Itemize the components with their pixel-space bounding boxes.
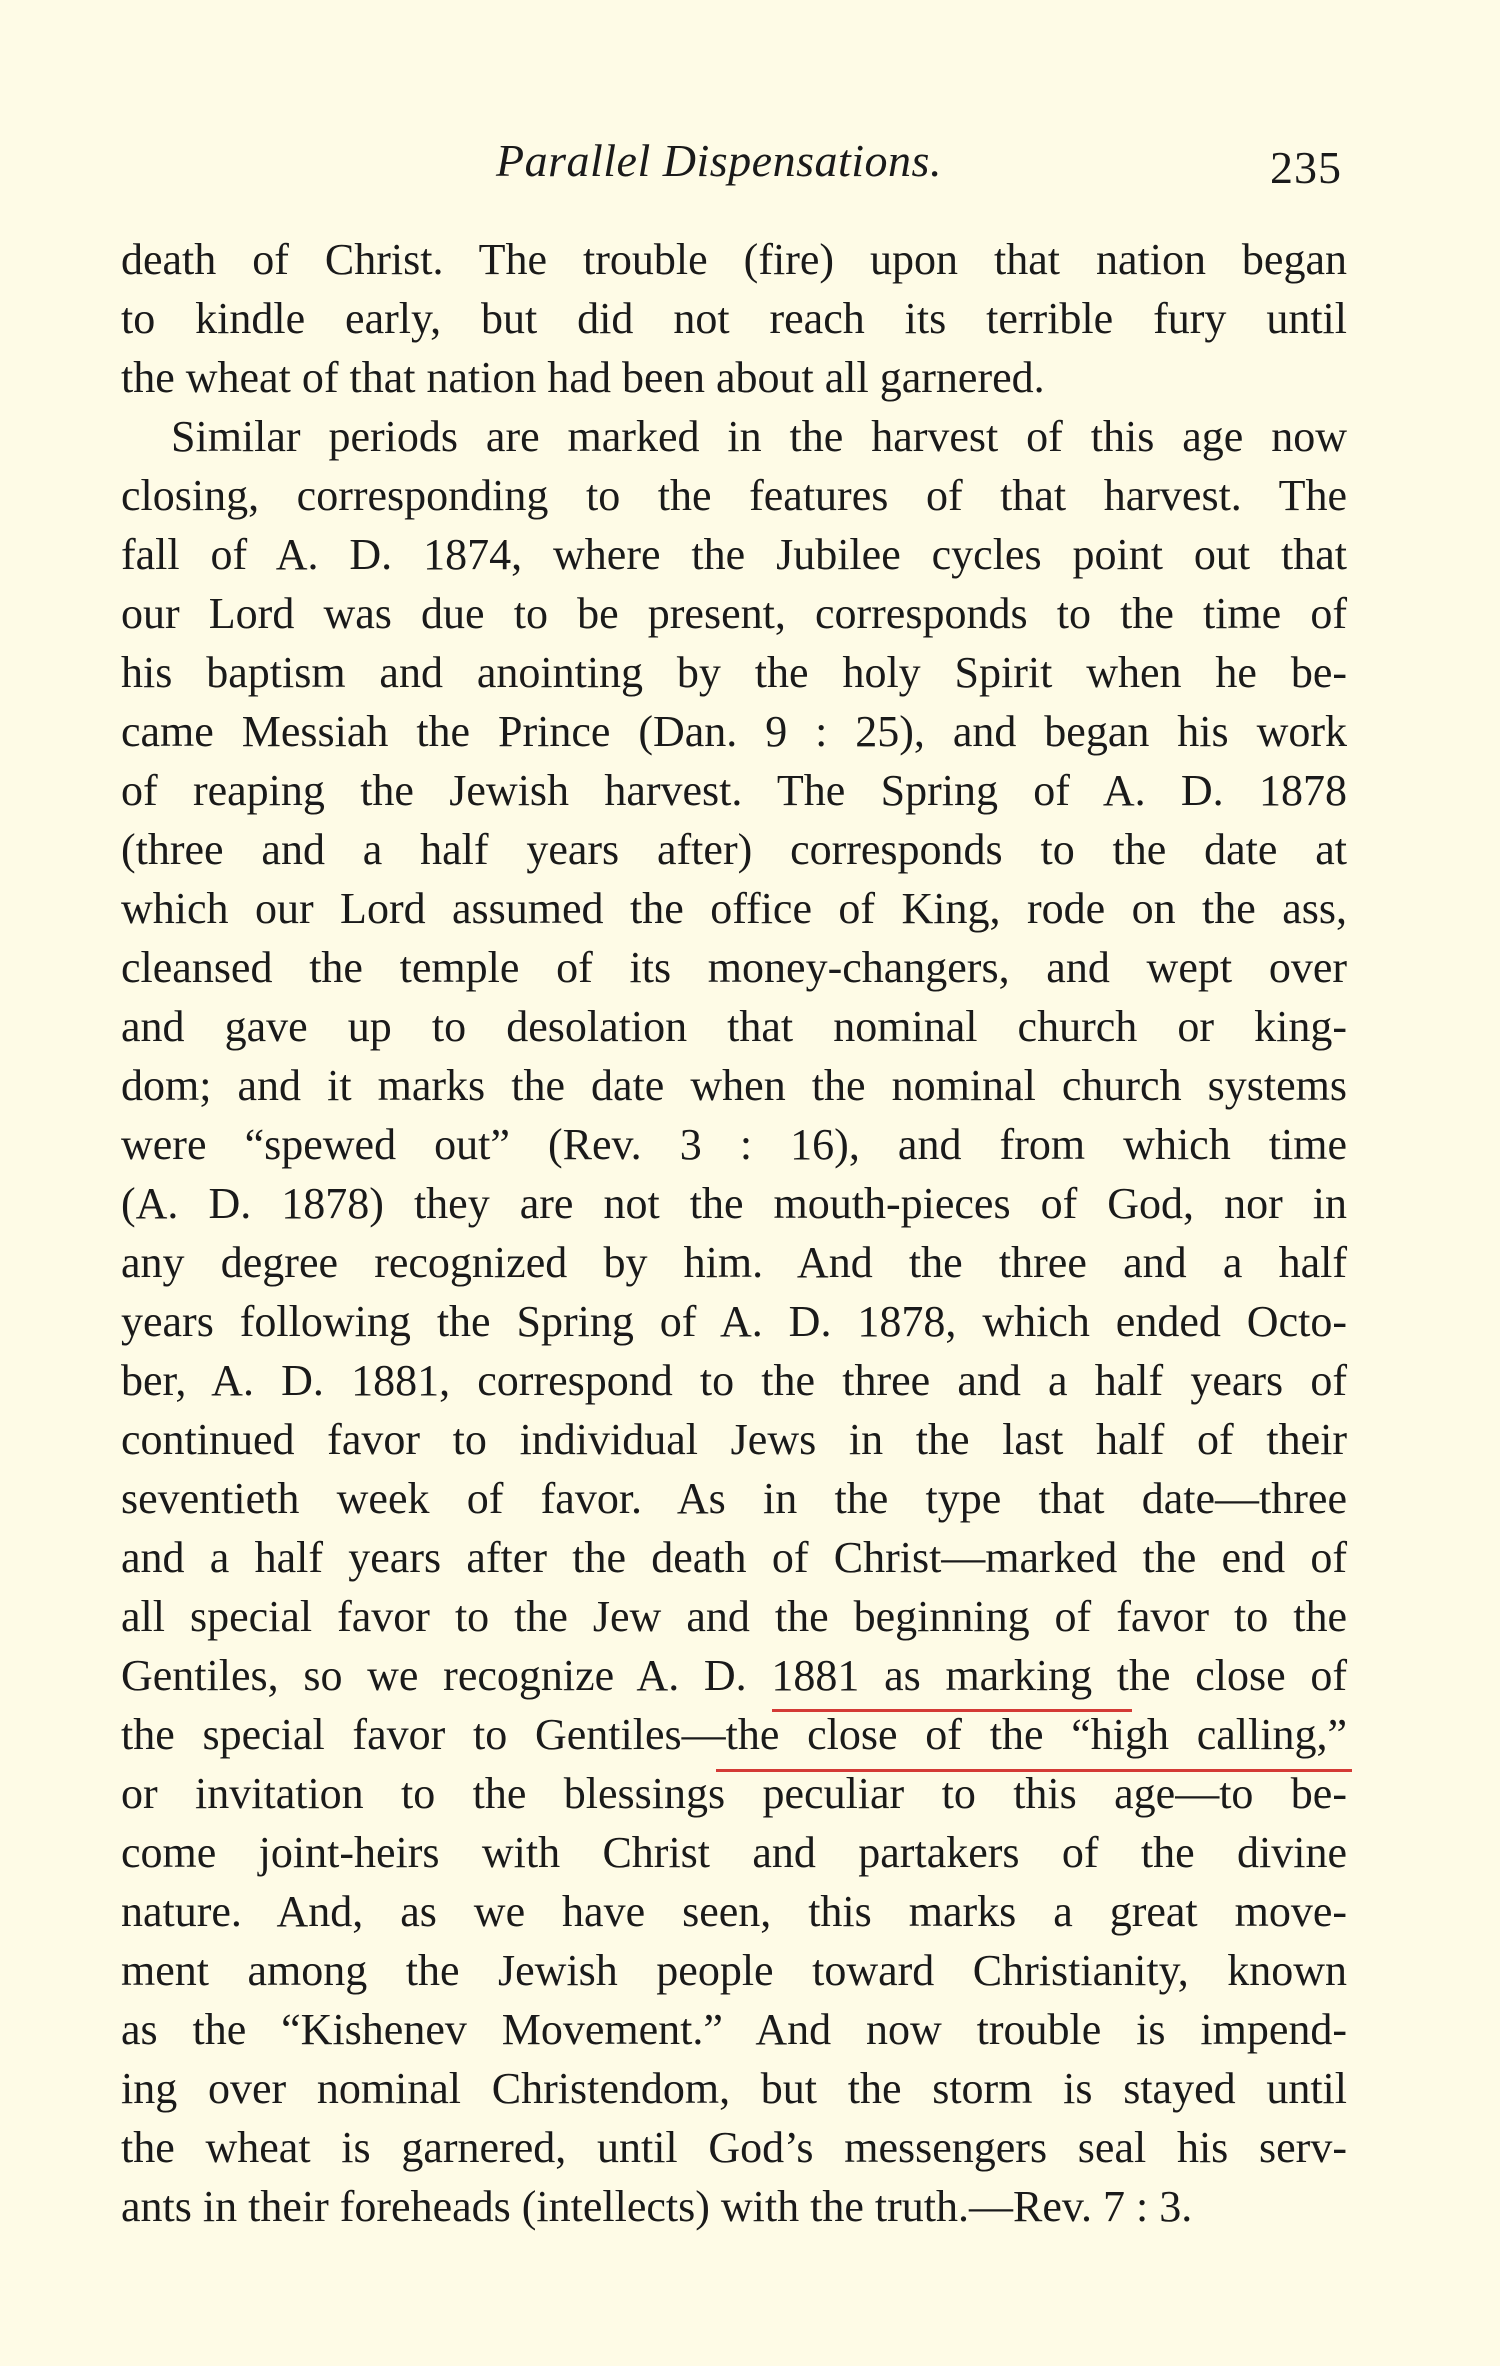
text-line: ment among the Jewish people toward Christianity, known xyxy=(121,1946,1347,1995)
text-line: seventieth week of favor. As in the type that date—three xyxy=(121,1474,1347,1523)
text-line: closing, corresponding to the features of that harvest. The xyxy=(121,471,1347,520)
text-line: the special favor to Gentiles—the close of the “high calling,” xyxy=(121,1710,1347,1759)
text-line: years following the Spring of A. D. 1878, which ended Octo- xyxy=(121,1297,1347,1346)
text-line: fall of A. D. 1874, where the Jubilee cycles point out that xyxy=(121,530,1347,579)
text-line: his baptism and anointing by the holy Spirit when he be- xyxy=(121,648,1347,697)
text-line: come joint-heirs with Christ and partakers of the divine xyxy=(121,1828,1347,1877)
running-title: Parallel Dispensations. xyxy=(496,135,942,186)
text-line: ber, A. D. 1881, correspond to the three and a half years of xyxy=(121,1356,1347,1405)
text-line: death of Christ. The trouble (fire) upon that nation began xyxy=(121,235,1347,284)
text-line: any degree recognized by him. And the three and a half xyxy=(121,1238,1347,1287)
text-line: and a half years after the death of Christ—marked the end of xyxy=(121,1533,1347,1582)
text-line: of reaping the Jewish harvest. The Spring of A. D. 1878 xyxy=(121,766,1347,815)
text-line: Similar periods are marked in the harvest of this age now xyxy=(171,412,1347,461)
text-line: nature. And, as we have seen, this marks a great move- xyxy=(121,1887,1347,1936)
text-line: continued favor to individual Jews in the last half of their xyxy=(121,1415,1347,1464)
text-line: and gave up to desolation that nominal church or king- xyxy=(121,1002,1347,1051)
text-line: (A. D. 1878) they are not the mouth-pieces of God, nor in xyxy=(121,1179,1347,1228)
text-line: dom; and it marks the date when the nominal church systems xyxy=(121,1061,1347,1110)
text-line: all special favor to the Jew and the beginning of favor to the xyxy=(121,1592,1347,1641)
red-underline xyxy=(716,1769,1352,1772)
text-line: the wheat of that nation had been about all garnered. xyxy=(121,353,1045,402)
text-line: our Lord was due to be present, corresponds to the time of xyxy=(121,589,1347,638)
text-line: were “spewed out” (Rev. 3 : 16), and from which time xyxy=(121,1120,1347,1169)
text-line: as the “Kishenev Movement.” And now trouble is impend- xyxy=(121,2005,1347,2054)
text-line: ants in their foreheads (intellects) with the truth.—Rev. 7 : 3. xyxy=(121,2182,1193,2231)
text-line: or invitation to the blessings peculiar to this age—to be- xyxy=(121,1769,1347,1818)
text-line: Gentiles, so we recognize A. D. 1881 as marking the close of xyxy=(121,1651,1347,1700)
text-line: cleansed the temple of its money-changers, and wept over xyxy=(121,943,1347,992)
text-line: ing over nominal Christendom, but the storm is stayed until xyxy=(121,2064,1347,2113)
text-line: came Messiah the Prince (Dan. 9 : 25), and began his work xyxy=(121,707,1347,756)
text-line: the wheat is garnered, until God’s messengers seal his serv- xyxy=(121,2123,1347,2172)
red-underline xyxy=(772,1709,1132,1712)
text-line: which our Lord assumed the office of King, rode on the ass, xyxy=(121,884,1347,933)
text-line: (three and a half years after) corresponds to the date at xyxy=(121,825,1347,874)
text-line: to kindle early, but did not reach its terrible fury until xyxy=(121,294,1347,343)
page-number: 235 xyxy=(1270,142,1342,193)
